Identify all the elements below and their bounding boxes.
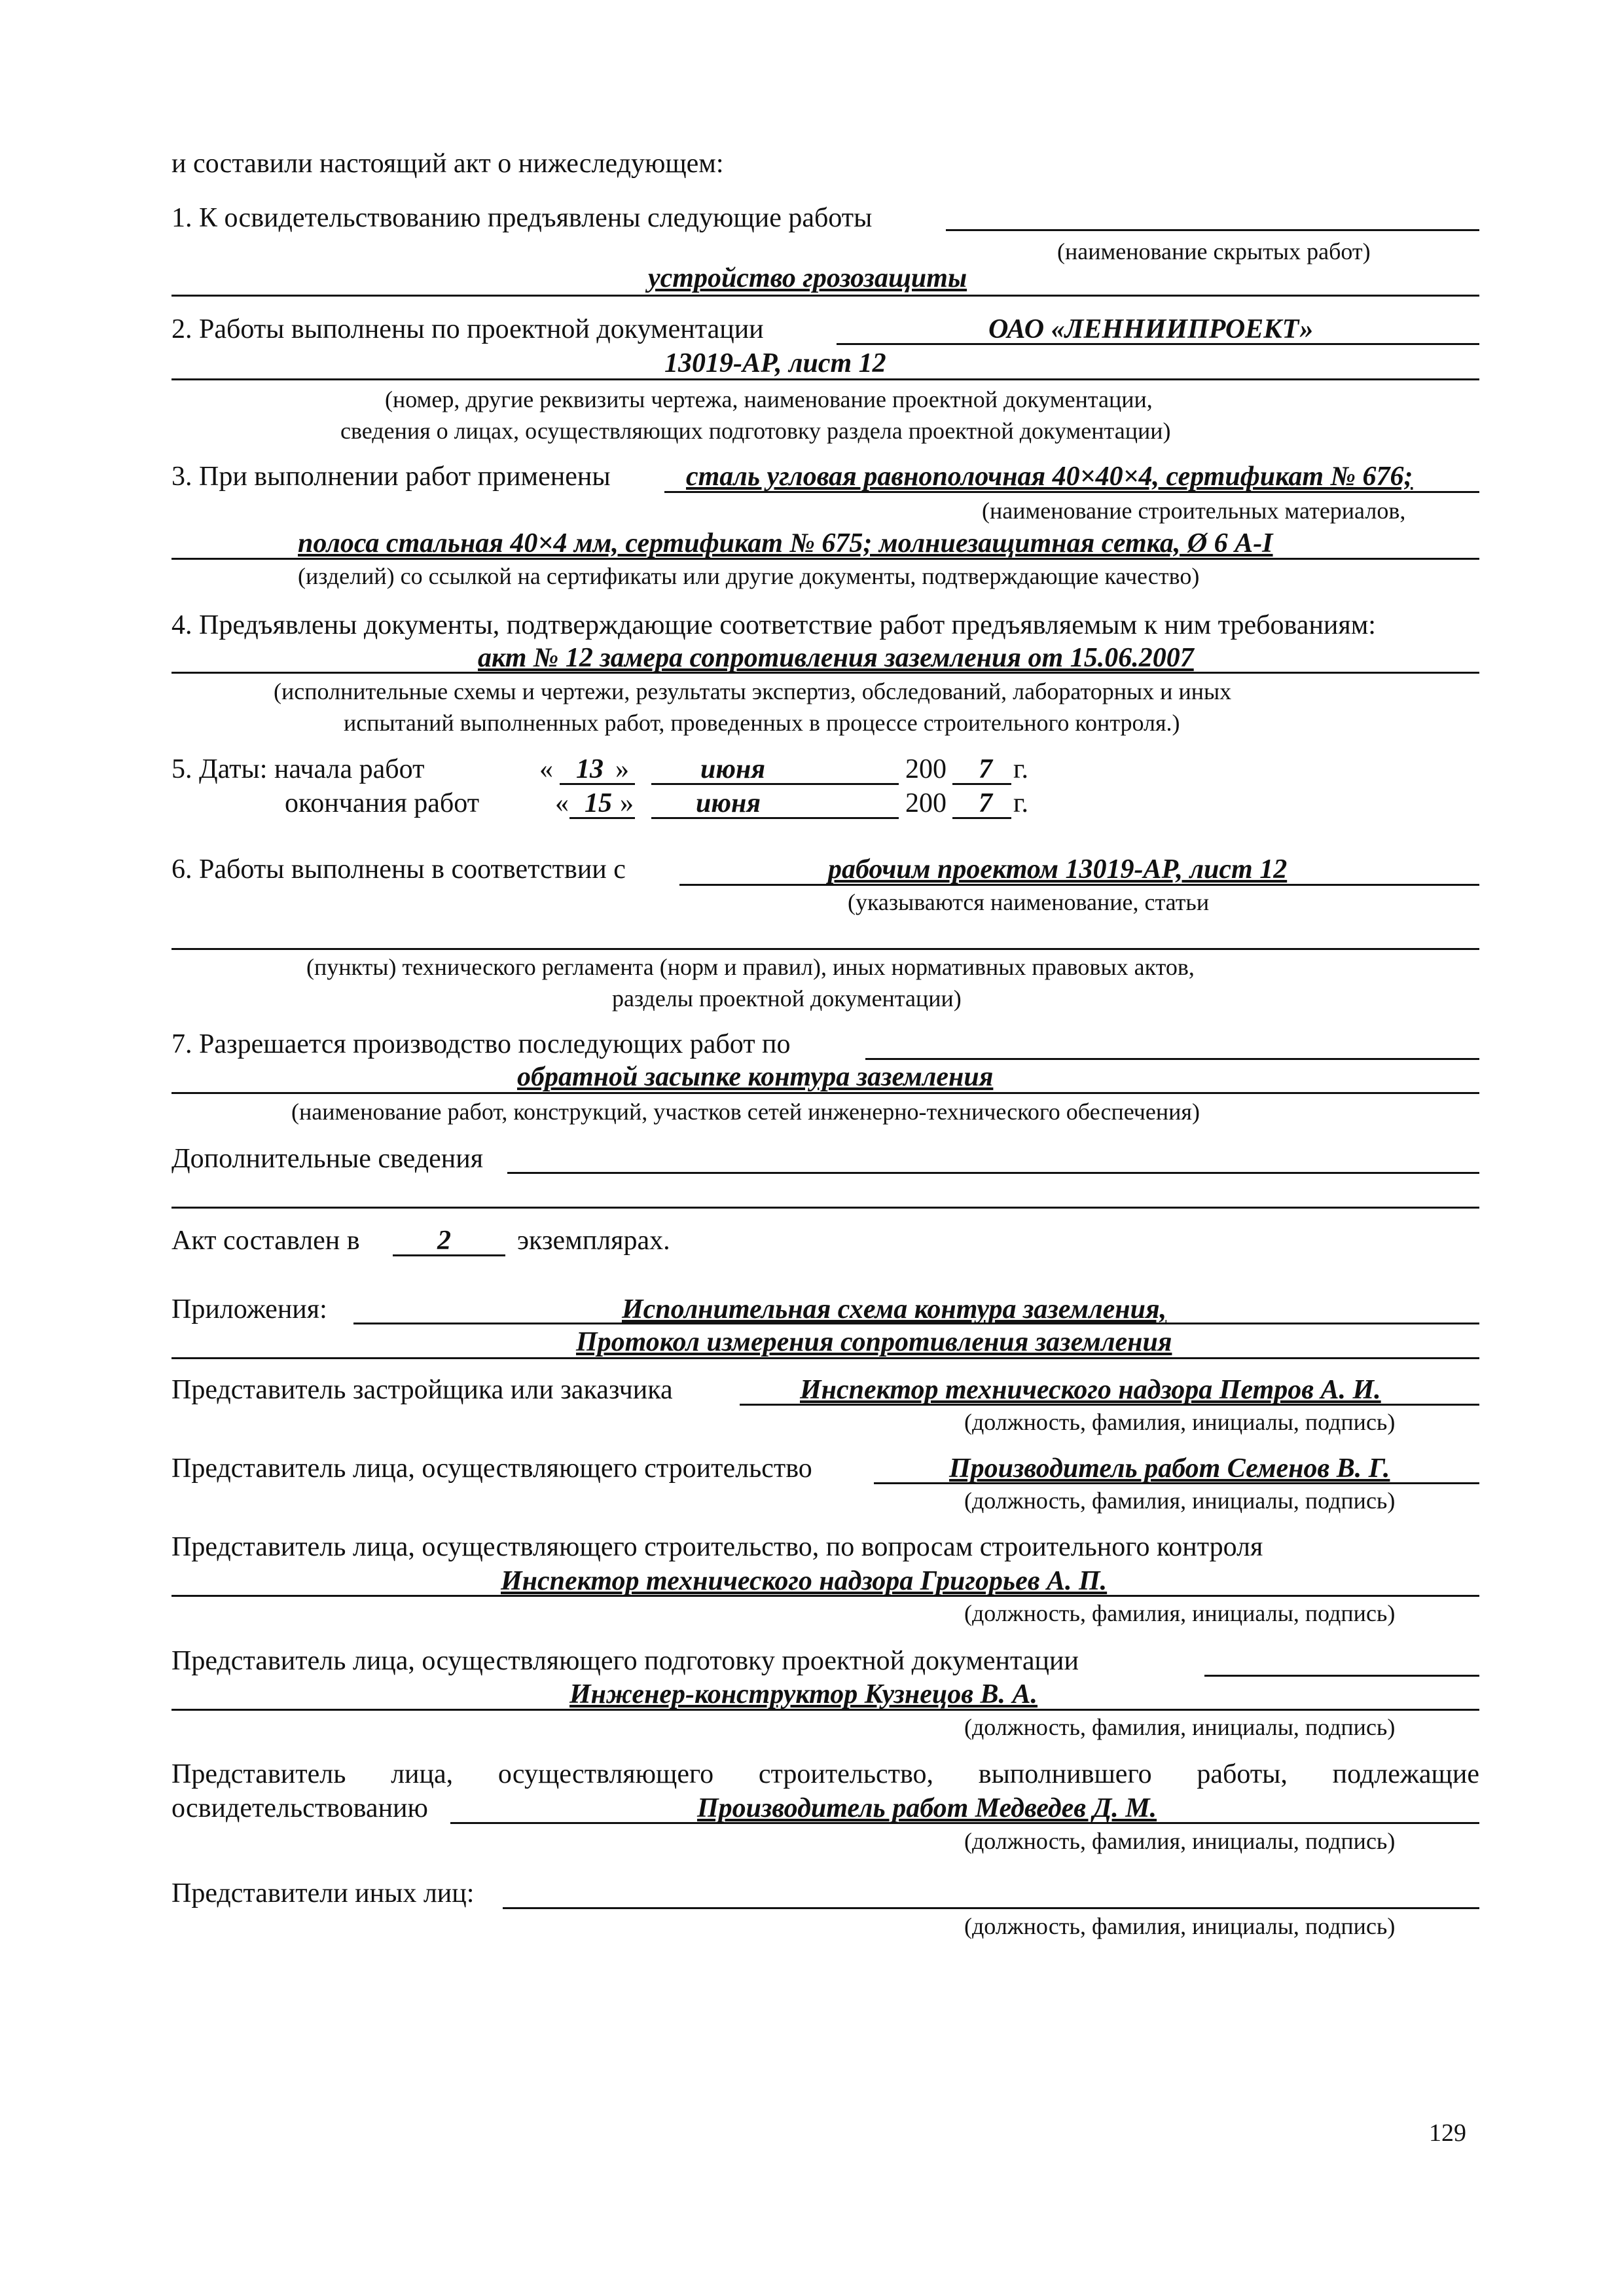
start-month-line	[651, 783, 899, 785]
copies-value: 2	[437, 1226, 451, 1256]
end-year-digit: 7	[979, 788, 992, 818]
additional-info-label: Дополнительные сведения	[171, 1144, 484, 1174]
rep-control-value: Инспектор технического надзора Григорьев А. П.	[501, 1566, 1108, 1596]
end-year-prefix: 200	[905, 788, 947, 818]
section-4-line	[171, 672, 1479, 674]
rep-others-line	[503, 1907, 1479, 1909]
end-year-line	[952, 817, 1011, 819]
end-quote-open: «	[555, 788, 569, 818]
attachments-value-2: Протокол измерения сопротивления заземления	[576, 1327, 1172, 1357]
section-6-line-2	[171, 948, 1479, 950]
copies-line	[393, 1254, 505, 1256]
start-year-digit: 7	[979, 754, 992, 784]
section-6-label: 6. Работы выполнены в соответствии с	[171, 854, 626, 885]
rep-builder-caption: (должность, фамилия, инициалы, подпись)	[964, 1487, 1396, 1514]
section-6-line	[679, 884, 1479, 886]
section-2-label: 2. Работы выполнены по проектной документации	[171, 314, 764, 344]
end-month-value: июня	[696, 788, 761, 818]
section-2-value-1: ОАО «ЛЕННИИПРОЕКТ»	[988, 314, 1314, 344]
section-1-value: устройство грозозащиты	[648, 263, 967, 293]
section-4-caption-2: испытаний выполненных работ, проведенных в процессе строительного контроля.)	[344, 710, 1180, 736]
rep-customer-label: Представитель застройщика или заказчика	[171, 1375, 673, 1405]
rep-control-line	[171, 1595, 1479, 1597]
section-6-caption-2: (пункты) технического регламента (норм и правил), иных нормативных правовых актов,	[306, 954, 1195, 980]
start-year-line	[952, 783, 1011, 785]
start-month-value: июня	[700, 754, 765, 784]
rep-builder-line	[874, 1482, 1479, 1484]
start-quote-open: «	[539, 754, 553, 784]
rep-performer-label: Представитель лица, осуществляющего строительство, выполнившего работы, подлежащие	[171, 1759, 1479, 1789]
start-day-value: 13	[576, 754, 604, 784]
rep-others-label: Представители иных лиц:	[171, 1878, 475, 1908]
dates-end-label: окончания работ	[285, 788, 480, 818]
dates-start-label: 5. Даты: начала работ	[171, 754, 425, 784]
rep-performer-caption: (должность, фамилия, инициалы, подпись)	[964, 1828, 1396, 1854]
section-3-caption-1: (наименование строительных материалов,	[982, 498, 1406, 524]
attachments-line-2	[171, 1357, 1479, 1359]
rep-performer-line	[450, 1822, 1479, 1824]
copies-suffix: экземплярах.	[517, 1226, 670, 1256]
rep-builder-value: Производитель работ Семенов В. Г.	[949, 1453, 1390, 1484]
start-year-prefix: 200	[905, 754, 947, 784]
rep-design-line-2	[171, 1709, 1479, 1711]
section-3-value-1: сталь угловая равнополочная 40×40×4, сертификат № 676;	[686, 462, 1413, 492]
section-6-caption-1: (указываются наименование, статьи	[848, 889, 1210, 915]
section-4-label: 4. Предъявлены документы, подтверждающие соответствие работ предъявляемым к ним требованиям:	[171, 610, 1376, 640]
section-2-value-2: 13019-АР, лист 12	[664, 348, 886, 378]
attachments-line-1	[353, 1323, 1479, 1324]
section-2-caption-2: сведения о лицах, осуществляющих подготовку раздела проектной документации)	[340, 418, 1171, 444]
section-2-line-2	[171, 378, 1479, 380]
section-2-line-1	[837, 343, 1479, 345]
end-day-line	[569, 817, 635, 819]
start-quote-close: »	[615, 754, 629, 784]
rep-control-caption: (должность, фамилия, инициалы, подпись)	[964, 1600, 1396, 1626]
section-7-line-1	[865, 1058, 1479, 1060]
section-3-line-1	[664, 491, 1479, 493]
section-4-caption-1: (исполнительные схемы и чертежи, результаты экспертиз, обследований, лабораторных и иных	[274, 678, 1232, 704]
start-day-line	[560, 783, 635, 785]
section-1-label: 1. К освидетельствованию предъявлены следующие работы	[171, 203, 873, 233]
section-6-caption-3: разделы проектной документации)	[612, 985, 962, 1012]
section-7-caption: (наименование работ, конструкций, участков сетей инженерно-технического обеспечения)	[291, 1099, 1200, 1125]
attachments-label: Приложения:	[171, 1294, 327, 1324]
section-3-value-2: полоса стальная 40×4 мм, сертификат № 675; молниезащитная сетка, Ø 6 А-I	[298, 528, 1273, 558]
rep-performer-label-2: освидетельствованию	[171, 1793, 428, 1823]
copies-label: Акт составлен в	[171, 1226, 360, 1256]
rep-customer-value: Инспектор технического надзора Петров А. И.	[800, 1375, 1381, 1405]
rep-design-caption: (должность, фамилия, инициалы, подпись)	[964, 1714, 1396, 1740]
section-1-value-line	[171, 295, 1479, 297]
rep-performer-value: Производитель работ Медведев Д. М.	[697, 1793, 1157, 1823]
start-year-suffix: г.	[1013, 754, 1028, 784]
section-6-value: рабочим проектом 13019-АР, лист 12	[828, 854, 1288, 885]
section-7-value: обратной засыпке контура заземления	[517, 1062, 994, 1092]
rep-others-caption: (должность, фамилия, инициалы, подпись)	[964, 1913, 1396, 1939]
attachments-value-1: Исполнительная схема контура заземления,	[622, 1294, 1167, 1324]
rep-control-label: Представитель лица, осуществляющего строительство, по вопросам строительного контроля	[171, 1532, 1263, 1562]
section-3-label: 3. При выполнении работ применены	[171, 462, 611, 492]
end-quote-close: »	[620, 788, 634, 818]
section-7-line-2	[171, 1092, 1479, 1094]
intro-text: и составили настоящий акт о нижеследующем:	[171, 149, 724, 179]
section-1-caption: (наименование скрытых работ)	[1057, 238, 1371, 265]
section-7-label: 7. Разрешается производство последующих работ по	[171, 1029, 791, 1059]
additional-info-line-1	[507, 1172, 1479, 1174]
rep-customer-line	[740, 1404, 1479, 1406]
rep-customer-caption: (должность, фамилия, инициалы, подпись)	[964, 1409, 1396, 1435]
page-number: 129	[1429, 2119, 1466, 2147]
end-year-suffix: г.	[1013, 788, 1028, 818]
section-1-line	[946, 229, 1479, 231]
additional-info-line-2	[171, 1207, 1479, 1209]
section-3-line-2	[171, 558, 1479, 560]
rep-builder-label: Представитель лица, осуществляющего строительство	[171, 1453, 812, 1484]
section-4-value: акт № 12 замера сопротивления заземления от 15.06.2007	[478, 643, 1194, 673]
end-day-value: 15	[585, 788, 612, 818]
rep-design-value: Инженер-конструктор Кузнецов В. А.	[569, 1679, 1038, 1709]
rep-design-label: Представитель лица, осуществляющего подготовку проектной документации	[171, 1646, 1079, 1676]
rep-design-line-1	[1204, 1675, 1479, 1677]
section-3-caption-2: (изделий) со ссылкой на сертификаты или другие документы, подтверждающие качество)	[298, 563, 1200, 589]
end-month-line	[651, 817, 899, 819]
section-2-caption-1: (номер, другие реквизиты чертежа, наименование проектной документации,	[385, 386, 1153, 412]
